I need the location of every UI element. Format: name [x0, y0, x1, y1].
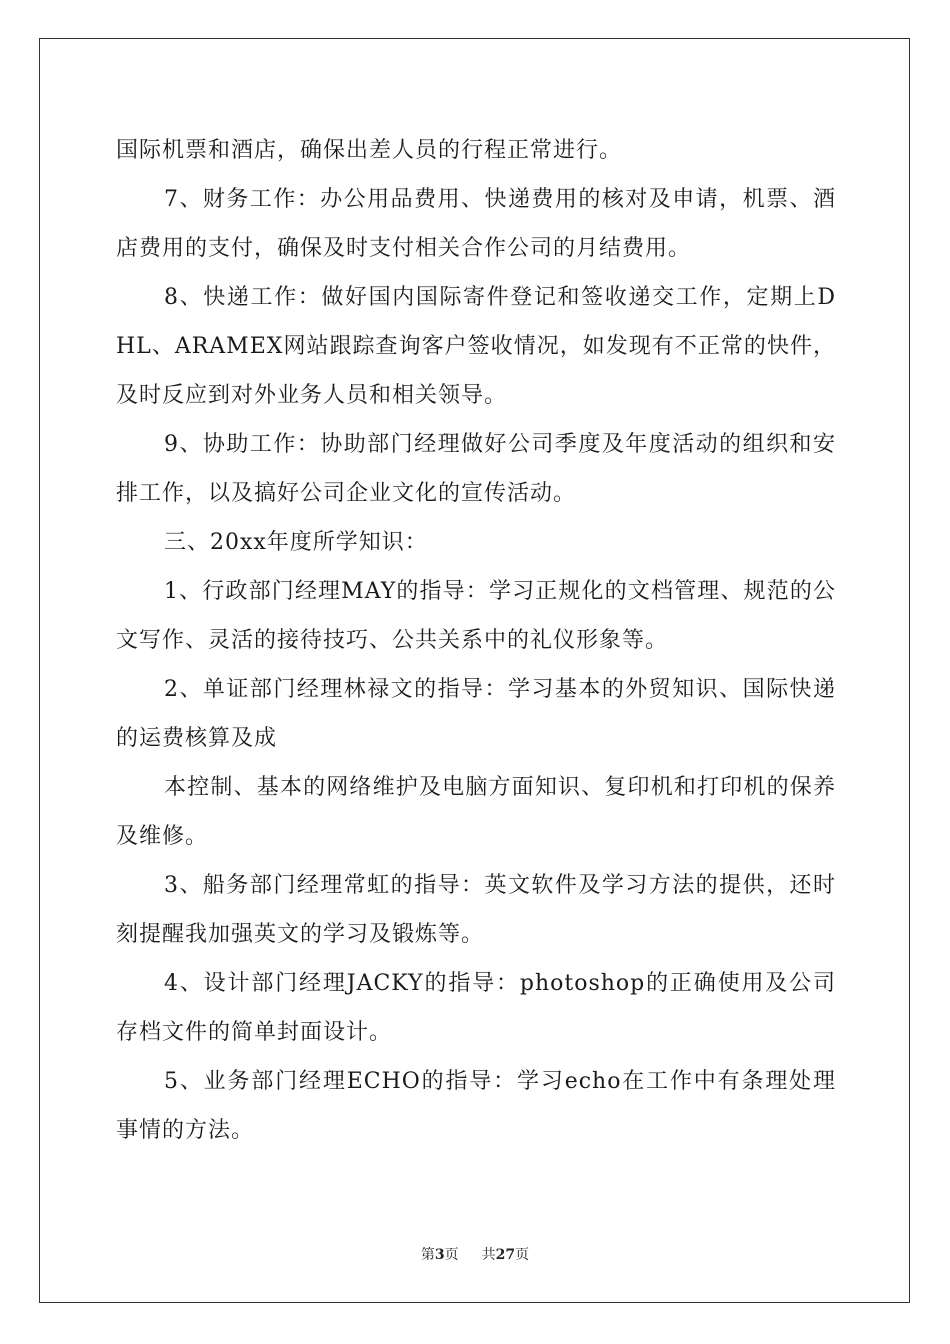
- page-footer: [0, 1244, 950, 1264]
- paragraph: 3、船务部门经理常虹的指导：英文软件及学习方法的提供，还时刻提醒我加强英文的学习及锻炼等。: [116, 873, 836, 947]
- paragraph: 5、业务部门经理ECHO的指导：学习echo在工作中有条理处理事情的方法。: [116, 1069, 836, 1143]
- section-heading: 三、20xx年度所学知识：: [164, 530, 428, 555]
- paragraph: 2、单证部门经理林禄文的指导：学习基本的外贸知识、国际快递的运费核算及成: [116, 677, 836, 751]
- paragraph: 8、快递工作：做好国内国际寄件登记和签收递交工作，定期上DHL、ARAMEX网站跟踪查询客户签收情况，如发现有不正常的快件，及时反应到对外业务人员和相关领导。: [116, 285, 836, 408]
- paragraph: 国际机票和酒店，确保出差人员的行程正常进行。: [116, 138, 623, 163]
- paragraph: 1、行政部门经理MAY的指导：学习正规化的文档管理、规范的公文写作、灵活的接待技巧、公共关系中的礼仪形象等。: [116, 579, 836, 653]
- page-number: 第3页: [420, 1247, 459, 1263]
- page-total: 共27页: [481, 1247, 530, 1263]
- paragraph: 本控制、基本的网络维护及电脑方面知识、复印机和打印机的保养及维修。: [116, 775, 836, 849]
- paragraph: 4、设计部门经理JACKY的指导：photoshop的正确使用及公司存档文件的简单封面设计。: [116, 971, 836, 1045]
- document-body: [116, 126, 836, 1155]
- paragraph: 9、协助工作：协助部门经理做好公司季度及年度活动的组织和安排工作，以及搞好公司企业文化的宣传活动。: [116, 432, 836, 506]
- paragraph: 7、财务工作：办公用品费用、快递费用的核对及申请，机票、酒店费用的支付，确保及时支付相关合作公司的月结费用。: [116, 187, 836, 261]
